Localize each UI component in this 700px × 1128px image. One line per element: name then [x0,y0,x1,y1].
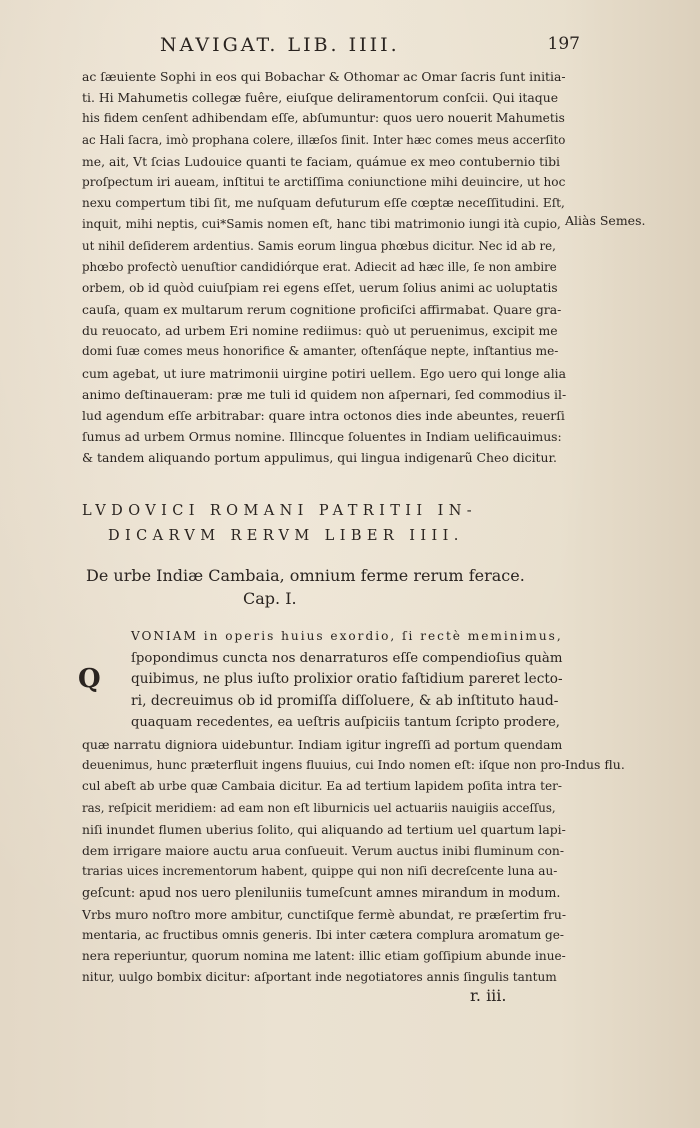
text-line: ac Hali ſacra, imò prophana colere, illæſos ſinit. Inter hæc comes meus accerſito [82,132,566,147]
text-line: du reuocato, ad urbem Eri nomine rediimus: quò ut peruenimus, excipit me [82,323,558,339]
text-line: trarias uices incrementorum habent, quippe qui non niſi decreſcente luna au- [82,864,558,879]
text-line: nera reperiuntur, quorum nomina me latent: illic etiam goſſipium abunde inue- [82,948,566,963]
text-line: domi ſuæ comes meus honorifice & amanter, oſtenſáque nepte, inſtantius me- [82,344,559,359]
text-line: ras, reſpicit meridiem: ad eam non eſt liburnicis uel actuariis nauigiis acceſſus, [82,800,556,815]
section-title-line-2: DICARVM RERVM LIBER IIII. [108,528,464,544]
paragraph-2 [82,734,567,988]
text-line: ri, decreuimus ob id promiſſa diſſoluere, & ab inſtituto haud- [131,692,559,709]
margin-note: Aliàs Semes. [565,213,646,228]
text-line: cauſa, quam ex multarum rerum cognitione proficiſci affirmabat. Quare gra- [82,302,562,318]
text-line: quæ narratu digniora uidebuntur. Indiam igitur ingreſſi ad portum quendam [82,737,563,752]
text-line: deuenimus, hunc præterfluit ingens fluuius, cui Indo nomen eſt: iſque non pro- [82,758,566,773]
signature-mark: r. iii. [470,986,507,1005]
running-header [160,34,580,60]
text-line: ti. Hi Mahumetis collegæ fuêre, eiuſque deliramentorum conſcii. Qui itaque [82,90,559,106]
text-line: his fidem cenſent adhibendam eſſe, abſumuntur: quos uero nouerit Mahumetis [82,111,565,126]
text-line: ſpopondimus cuncta nos denarraturos eſſe compendioſius quàm [131,650,563,666]
page-number: 197 [547,34,580,54]
text-line: proſpectum iri aueam, inſtitui te arctiſſima coniunctione mihi deuincire, ut hoc [82,174,566,189]
text-line: & tandem aliquando portum appulimus, qui lingua indigenarũ Cheo dicitur. [82,450,557,466]
text-line: VONIAM in operis huius exordio, ſi rectè meminimus, [131,629,563,643]
text-line: lud agendum eſſe arbitrabar: quare intra octonos dies inde abeuntes, reuerſi [82,408,565,423]
chapter-heading: De urbe Indiæ Cambaia, omnium ferme rerum ferace. [86,566,525,585]
section-title-line-1: LVDOVICI ROMANI PATRITII IN- [82,503,478,519]
text-line: nitur, uulgo bombix dicitur: aſportant inde negotiatores annis ſingulis tantum [82,970,557,985]
text-line: quaquam recedentes, ea ueſtris auſpiciis tantum ſcripto prodere, [131,715,560,731]
text-line: geſcunt: apud nos uero pleniluniis tumeſcunt amnes mirandum in modum. [82,885,561,901]
text-line: ut nihil deſiderem ardentius. Samis eorum lingua phœbus dicitur. Nec id ab re, [82,238,556,253]
text-line: ac ſæuiente Sophi in eos qui Bobachar & Othomar ac Omar ſacris ſunt initia- [82,69,566,84]
text-line: cum agebat, ut iure matrimonii uirgine potiri uellem. Ego uero qui longe alia [82,365,567,381]
text-line: Vrbs muro noſtro more ambitur, cunctiſque fermè abundat, re præſertim fru- [82,906,567,922]
paragraph-1 [82,66,567,469]
drop-cap: Q [78,664,101,694]
text-line: phœbo profectò uenuſtior candidiórque erat. Adiecit ad hæc ille, ſe non ambire [82,259,557,274]
text-line: cul abeſt ab urbe quæ Cambaia dicitur. Ea ad tertium lapidem poſita intra ter- [82,779,562,794]
text-line: niſi inundet flumen uberius ſolito, qui aliquando ad tertium uel quartum lapi- [82,821,566,837]
text-line: dem irrigare maiore auctu arua conſueuit. Verum auctus inibi fluminum con- [82,842,565,858]
text-line: nexu compertum tibi ſit, me nuſquam defuturum eſſe cœptæ neceſſitudini. Eſt, [82,196,565,211]
text-line: me, ait, Vt ſcias Ludouice quanti te faciam, quámue ex meo contubernio tibi [82,153,561,169]
text-line: mentaria, ac fructibus omnis generis. Ibi inter cætera complura aromatum ge- [82,927,565,942]
paragraph-2-indented [131,626,567,734]
running-title: NAVIGAT. LIB. IIII. [160,34,400,56]
text-line: quibimus, ne plus iuſto prolixior oratio faſtidium pareret lecto- [131,671,563,688]
text-line: inquit, mihi neptis, cui*Samis nomen eſt, hanc tibi matrimonio iungi ità cupio, [82,217,561,232]
chapter-number: Cap. I. [243,589,297,608]
margin-note: Indus flu. [565,757,625,772]
text-line: ſumus ad urbem Ormus nomine. Illincque ſoluentes in Indiam uelificauimus: [82,429,562,445]
text-line: animo deſtinaueram: præ me tuli id quidem non aſpernari, ſed commodius il- [82,386,567,402]
text-line: orbem, ob id quòd cuiuſpiam rei egens eſſet, uerum ſolius animi ac uoluptatis [82,280,558,295]
